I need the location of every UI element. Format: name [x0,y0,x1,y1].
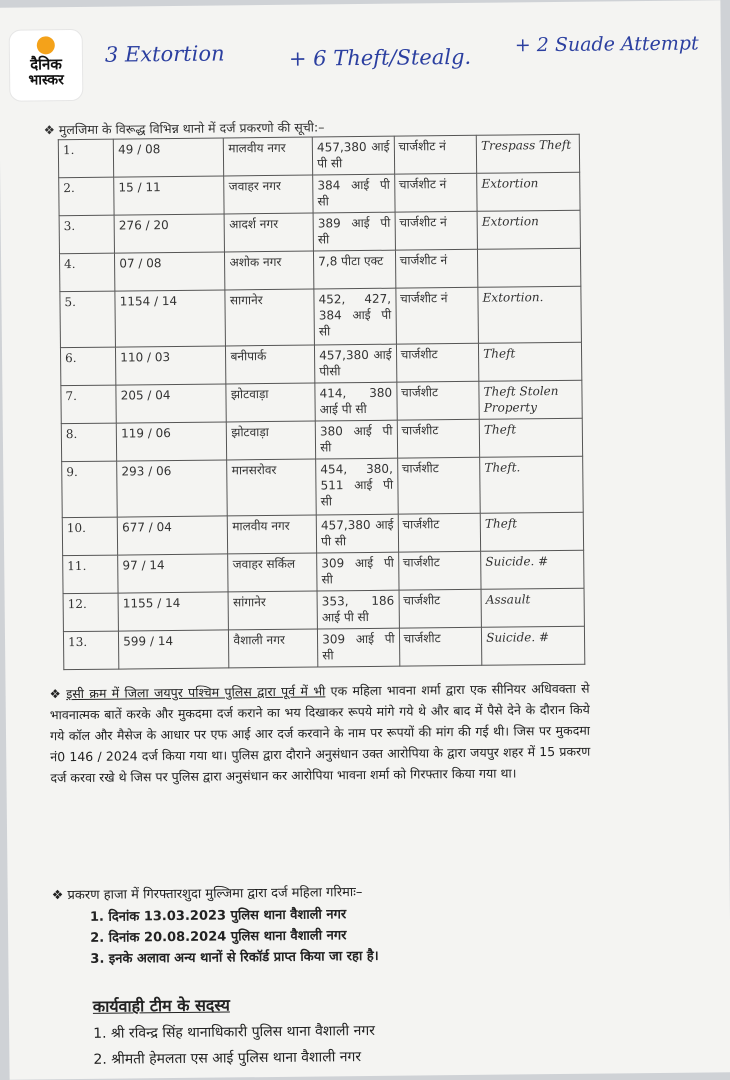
paragraph-underlined: इसी क्रम में जिला जयपुर पश्चिम पुलिस द्वारा पूर्व में भी [66,683,326,702]
handwritten-note-suicide: + 2 Suade Attempt [514,32,699,57]
chargesheet-status: चार्जशीट नं [395,287,478,344]
police-station: मालवीय नगर [224,137,313,176]
case-serial: 8. [61,423,117,462]
case-number: 293 / 06 [117,460,228,517]
police-station: मालवीय नगर [228,515,317,554]
case-serial: 3. [59,215,115,254]
chargesheet-status: चार्जशीट [398,513,481,552]
ipc-sections: 454, 380, 511 आई पी सी [316,458,398,515]
case-serial: 11. [63,555,119,594]
police-station: जवाहर सर्किल [228,553,317,592]
case-number: 1155 / 14 [118,592,229,631]
chargesheet-status: चार्जशीट [397,419,480,458]
chargesheet-status: चार्जशीट नं [395,211,478,250]
case-serial: 6. [60,347,116,386]
table-row [62,456,584,517]
handwritten-annotation: Trespass Theft [476,134,579,173]
handwritten-annotation [478,248,581,287]
chargesheet-status: चार्जशीट नं [394,173,477,212]
chargesheet-status: चार्जशीट [397,457,480,514]
case-number: 07 / 08 [115,252,226,291]
table-row [59,210,580,253]
police-station: झोटवाड़ा [227,421,316,460]
list-item: 2. श्रीमती हेमलता एस आई पुलिस थाना वैशाली नगर [93,1049,362,1068]
background-paragraph [49,678,590,789]
case-serial: 7. [61,385,117,424]
registered-cases-heading: ❖ प्रकरण हाजा में गिरफ्तारशुदा मुल्जिमा द्वारा दर्ज महिला गरिमाः– [51,885,363,904]
ipc-sections: 457,380 आई पी सी [312,136,394,175]
chargesheet-status: चार्जशीट [396,381,479,420]
handwritten-annotation: Theft Stolen Property [479,380,582,419]
handwritten-annotation: Theft [479,342,582,381]
table-row [61,380,582,423]
police-station: मानसरोवर [227,459,316,516]
list-item: 2. दिनांक 20.08.2024 पुलिस थाना वैशाली नगर [90,928,347,946]
logo-line1: दैनिक [30,55,62,74]
table-row [58,134,579,177]
registered-cases-list [90,904,379,970]
police-station: बनीपार्क [226,345,315,384]
case-number: 119 / 06 [116,422,227,461]
handwritten-annotation: Extortion [477,172,580,211]
case-number: 599 / 14 [119,630,230,669]
handwritten-annotation: Theft [480,512,583,551]
chargesheet-status: चार्जशीट नं [394,135,477,174]
police-station: अशोक नगर [225,251,314,290]
ipc-sections: 309 आई पी सी [317,552,399,591]
case-serial: 1. [58,139,114,178]
table-row [63,588,584,631]
police-station: वैशाली नगर [229,629,318,668]
handwritten-annotation: Extortion. [478,286,581,343]
case-serial: 9. [62,461,118,518]
cases-table [58,134,586,670]
case-number: 15 / 11 [114,176,225,215]
case-number: 97 / 14 [118,554,229,593]
case-serial: 10. [62,517,118,556]
table-row [59,172,580,215]
paragraph-bullet: ❖ [49,686,63,702]
ipc-sections: 414, 380 आई पी सी [315,382,397,421]
case-number: 677 / 04 [117,516,228,555]
chargesheet-status: चार्जशीट [399,589,482,628]
chargesheet-status: चार्जशीट [398,551,481,590]
list-item: 3. इनके अलावा अन्य थानों से रिकॉर्ड प्राप्त किया जा रहा है। [90,948,379,967]
dainik-bhaskar-logo [9,29,84,102]
table-row [61,418,582,461]
ipc-sections: 309 आई पी सी [318,628,400,667]
police-station: सांगानेर [229,591,318,630]
case-serial: 13. [63,631,119,670]
ipc-sections: 457,380 आई पी सी [316,514,398,553]
case-number: 205 / 04 [116,384,227,423]
handwritten-annotation: Assault [481,588,584,627]
handwritten-annotation: Extortion [477,210,580,249]
ipc-sections: 7,8 पीटा एक्ट [314,250,396,289]
table-row [63,626,584,669]
ipc-sections: 389 आई पी सी [313,212,395,251]
handwritten-annotation: Suicide. # [482,626,585,665]
table-row [63,550,584,593]
handwritten-annotation: Theft [479,418,582,457]
table-row [60,286,582,347]
case-number: 49 / 08 [113,138,224,177]
police-station: झोटवाड़ा [226,383,315,422]
list-item: 1. दिनांक 13.03.2023 पुलिस थाना वैशाली नगर [89,907,347,925]
table-row [62,512,583,555]
chargesheet-status: चार्जशीट [396,343,479,382]
case-number: 1154 / 14 [115,290,226,347]
case-serial: 4. [59,253,115,292]
handwritten-annotation: Theft. [480,456,583,513]
case-serial: 12. [63,593,119,632]
ipc-sections: 353, 186 आई पी सी [317,590,399,629]
case-list-intro: ❖ मुलजिमा के विरूद्ध विभिन्न थानो में दर्ज प्रकरणो की सूची:– [43,119,325,138]
chargesheet-status: चार्जशीट [399,627,482,666]
police-station: आदर्श नगर [225,213,314,252]
case-serial: 5. [60,291,116,348]
ipc-sections: 380 आई पी सी [315,420,397,459]
police-station: सागानेर [225,289,314,346]
table-row [60,342,581,385]
list-item: 1. श्री रविन्द्र सिंह थानाधिकारी पुलिस थाना वैशाली नगर [93,1022,376,1042]
table-row [59,248,580,291]
sun-icon [37,36,55,54]
ipc-sections: 384 आई पी सी [313,174,395,213]
ipc-sections: 452, 427, 384 आई पी सी [314,288,396,345]
team-members-list [93,1018,375,1073]
paragraph-text: एक महिला भावना शर्मा द्वारा एक सीनियर अधिवक्ता से भावनात्मक बातें करके और मुकदमा दर्ज कराने का भय दिखाकर रूपये मांगे गये थे और बाद में पैसे देने के दौरान किये गये कॉल और मैसेज के आधार पर एफ आई आर दर्ज करवाने के नाम पर रूपयों की मांग की गई थी। जिस पर मुकदमा नं0 146 / 2024 दर्ज किया गया था। पुलिस द्वारा दौराने अनुसंधान उक्त आरोपिया के द्वारा जयपुर शहर में 15 प्रकरण दर्ज करवा रखे थे जिस पर पुलिस द्वारा अनुसंधान कर आरोपिया भावना शर्मा को गिरफ्तार किया गया था। [49,680,591,786]
handwritten-note-extortion: 3 Extortion [104,41,225,67]
handwritten-annotation: Suicide. # [481,550,584,589]
case-number: 110 / 03 [116,346,227,385]
chargesheet-status: चार्जशीट नं [395,249,478,288]
case-number: 276 / 20 [114,214,225,253]
ipc-sections: 457,380 आई पीसी [315,344,397,383]
police-station: जवाहर नगर [224,175,313,214]
logo-line2: भास्कर [28,72,64,89]
team-heading: कार्यवाही टीम के सदस्य [92,995,230,1016]
handwritten-note-theft: + 6 Theft/Stealg. [288,44,472,71]
case-serial: 2. [59,177,115,216]
